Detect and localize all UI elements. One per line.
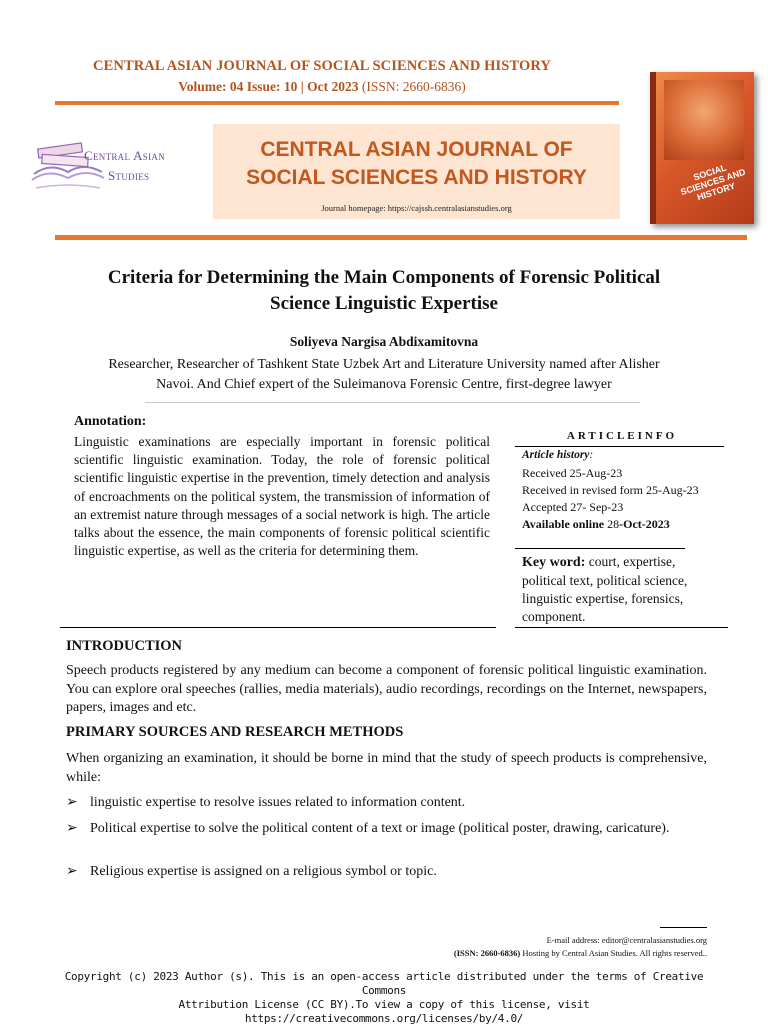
cover-artwork [664, 80, 744, 160]
article-info-heading: ARTICLEINFO [566, 430, 678, 442]
list-item-text: linguistic expertise to resolve issues related to information content. [90, 795, 466, 810]
author-affiliation [60, 355, 708, 395]
author-name: Soliyeva Nargisa Abdixamitovna [289, 334, 479, 349]
available-online-rest: -Oct-2023 [619, 517, 670, 531]
logo-text-line1: Central Asian [84, 148, 165, 163]
affiliation-line1: Researcher, Researcher of Tashkent State Uzbek Art and Literature University named after Alisher [108, 357, 660, 372]
intro-heading: INTRODUCTION [66, 638, 183, 654]
arrow-bullet-icon: ➢ [66, 795, 78, 810]
header-rule-top [55, 101, 619, 105]
available-online [522, 517, 670, 532]
logo-text-line2: Studies [108, 168, 150, 183]
article-info-short-rule [515, 548, 685, 549]
books-logo-icon [28, 128, 108, 200]
copyright-line1: Copyright (c) 2023 Author (s). This is an open-access article distributed under the terms of Creative Commons [64, 970, 704, 997]
list-item [66, 820, 707, 839]
revised-date: Received in revised form 25-Aug-23 [522, 483, 699, 497]
cover-title: SOCIAL SCIENCES AND HISTORY [679, 162, 747, 203]
central-asian-studies-logo [28, 128, 193, 203]
footnote-hosting-text: Hosting by Central Asian Studies. All rights reserved.. [520, 948, 707, 958]
methods-paragraph: When organizing an examination, it should be borne in mind that the study of speech products is comprehensive, while: [66, 751, 707, 785]
issue-number: 10 [283, 79, 298, 94]
arrow-bullet-icon: ➢ [66, 864, 78, 879]
annotation-body: Linguistic examinations are especially important in forensic political scientific linguistic examination. Today, the role of forensic political scientific linguistic expertise in the prevention, timely detection and analysis of encroachments on the political system, the transmission of information of an extremist nature through messages of a social network is high. The article talks about the essence, the main components of forensic political scientific linguistic expertise, as well as the criteria for determining them. [74, 434, 490, 559]
list-item-text: Religious expertise is assigned on a religious symbol or topic. [90, 864, 437, 879]
arrow-bullet-icon: ➢ [66, 821, 78, 836]
annotation-rule [60, 627, 496, 628]
available-online-day: 28 [607, 517, 620, 531]
affiliation-separator [145, 402, 640, 403]
volume-label: Volume [178, 79, 222, 94]
issn: (ISSN: 2660-6836) [361, 79, 466, 94]
article-title-line2: Science Linguistic Expertise [270, 293, 498, 314]
affiliation-line2: Navoi. And Chief expert of the Suleimanova Forensic Centre, first-degree lawyer [156, 377, 612, 392]
keywords-label: Key word: [522, 555, 586, 570]
keywords-rule [515, 627, 728, 628]
article-info-rule [515, 446, 724, 447]
keywords-block [522, 553, 722, 626]
intro-paragraph: Speech products registered by any medium can become a component of forensic political linguistic examination. You can explore oral speeches (rallies, media materials), audio recordings, recordings on the Internet, newspapers, papers, images and etc. [66, 663, 707, 715]
journal-cover-image [650, 72, 754, 224]
footnote-rule [660, 927, 707, 928]
footnote-issn: (ISSN: 2660-6836) [453, 948, 521, 958]
received-date: Received 25-Aug-23 [522, 466, 623, 480]
copyright-notice [40, 970, 728, 1026]
issue-label: Issue [246, 79, 277, 94]
article-title [40, 265, 728, 317]
banner-title-line1: CENTRAL ASIAN JOURNAL OF [260, 138, 573, 161]
issue-date: Oct 2023 [307, 79, 359, 94]
volume-number: 04 [229, 79, 244, 94]
accepted-date: Accepted 27- Sep-23 [522, 500, 624, 514]
footnote-hosting [250, 948, 707, 958]
list-item-text: Political expertise to solve the political content of a text or image (political poster, drawing, caricature). [90, 821, 670, 836]
article-history-text: Article history [522, 449, 590, 461]
list-item [66, 863, 707, 882]
header-rule-bottom [55, 235, 747, 240]
journal-homepage: Journal homepage: https://cajssh.centralasianstudies.org [321, 203, 512, 213]
available-online-label: Available online [522, 517, 605, 531]
article-history-label: Article history: [522, 449, 594, 461]
annotation-heading: Annotation: [74, 414, 147, 429]
keywords-list: court, expertise, political text, political science, linguistic expertise, forensics, component. [522, 554, 688, 624]
banner-title-line2: SOCIAL SCIENCES AND HISTORY [246, 166, 587, 189]
footnote-email: E-mail address: editor@centralasianstudies.org [546, 935, 707, 945]
article-title-line1: Criteria for Determining the Main Components of Forensic Political [107, 267, 661, 288]
methods-heading: PRIMARY SOURCES AND RESEARCH METHODS [66, 724, 404, 740]
list-item [66, 794, 707, 813]
banner-title [213, 136, 620, 192]
journal-name-header: CENTRAL ASIAN JOURNAL OF SOCIAL SCIENCES AND HISTORY [93, 58, 551, 74]
journal-volume-line: Volume: 04 Issue: 10 | Oct 2023 (ISSN: 2660-6836) [178, 79, 466, 94]
copyright-line2: Attribution License (CC BY).To view a copy of this license, visit https://creativecommons.org/licenses/by/4.0/ [178, 998, 590, 1025]
